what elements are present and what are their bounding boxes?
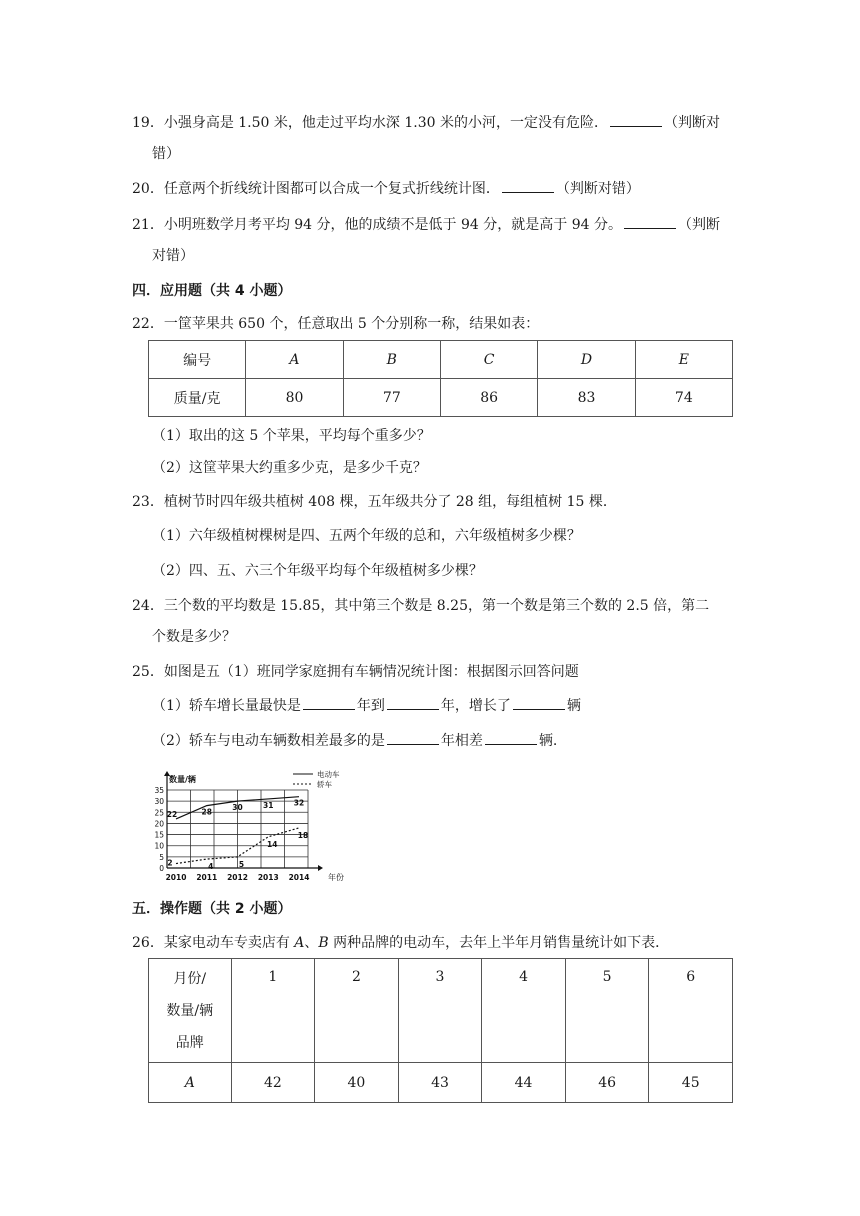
question-text: 小强身高是 1.50 米，他走过平均水深 1.30 米的小河，一定没有危险． <box>163 115 608 131</box>
question-number: 25． <box>132 664 164 680</box>
question-21-cont: 对错） <box>152 248 194 264</box>
y-tick-label: 15 <box>154 830 164 840</box>
table-header-cell: 3 <box>398 959 482 1063</box>
question-23 <box>132 492 617 512</box>
table-cell: 86 <box>440 379 537 417</box>
question-number: 21． <box>132 217 164 233</box>
question-26 <box>132 933 669 953</box>
x-tick-label: 2012 <box>227 873 248 882</box>
sub-text: 辆. <box>538 733 558 749</box>
table-cell: 77 <box>343 379 440 417</box>
question-24 <box>132 596 709 616</box>
table-row-label: A <box>149 1063 232 1103</box>
sub-text: 年，增长了 <box>440 698 511 714</box>
question-text: 两种品牌的电动车，去年上半年月销售量统计如下表． <box>328 935 670 951</box>
answer-blank[interactable] <box>624 214 676 229</box>
table-cell: 40 <box>315 1063 399 1103</box>
question-text: 植树节时四年级共植树 408 棵，五年级共分了 28 组，每组植树 15 棵． <box>163 494 617 510</box>
y-tick-label: 30 <box>154 797 164 807</box>
question-text: 一筐苹果共 650 个，任意取出 5 个分别称一称，结果如表： <box>163 316 540 332</box>
question-tail: （判断对错） <box>555 181 640 197</box>
table-header-cell: A <box>246 341 343 379</box>
table-cell: 80 <box>246 379 343 417</box>
data-label: 30 <box>232 803 243 813</box>
question-tail: （判断 <box>677 217 720 233</box>
table-cell: 46 <box>565 1063 649 1103</box>
sub-text: 辆 <box>566 698 581 714</box>
answer-blank[interactable] <box>387 730 439 745</box>
table-cell: 83 <box>538 379 635 417</box>
brand-label: B <box>318 935 329 951</box>
question-tail: （判断对 <box>663 115 720 131</box>
question-19-cont: 错） <box>152 146 180 162</box>
x-tick-label: 2014 <box>288 873 310 882</box>
data-label: 22 <box>166 809 178 819</box>
corner-label: 数量/辆 <box>166 1002 214 1019</box>
question-23-sub2: （2）四、五、六三个年级平均每个年级植树多少棵？ <box>152 563 483 579</box>
table-header-cell: D <box>538 341 635 379</box>
question-text: 某家电动车专卖店有 <box>163 935 295 951</box>
answer-blank[interactable] <box>513 695 565 710</box>
question-text: 三个数的平均数是 15.85，其中第三个数是 8.25，第一个数是第三个数的 2.5 倍，第二 <box>163 598 710 614</box>
data-label: 4 <box>208 862 214 872</box>
apple-weight-table <box>148 340 733 417</box>
table-corner <box>149 959 232 1063</box>
question-25-sub2 <box>152 730 557 751</box>
question-25-sub1 <box>152 695 581 716</box>
answer-blank[interactable] <box>610 112 662 127</box>
vehicle-line-chart <box>145 768 365 886</box>
data-label: 31 <box>263 800 274 810</box>
table-cell: 45 <box>649 1063 733 1103</box>
sub-text: （1）轿车增长量最快是 <box>152 698 301 714</box>
question-22-sub2: （2）这筐苹果大约重多少克，是多少千克？ <box>152 460 427 476</box>
legend-label: 轿车 <box>317 780 332 789</box>
question-21 <box>132 214 720 235</box>
question-24-cont: 个数是多少？ <box>152 629 236 645</box>
brand-label: A <box>294 935 305 951</box>
data-label: 18 <box>297 830 309 840</box>
question-text: 小明班数学月考平均 94 分，他的成绩不是低于 94 分，就是高于 94 分。 <box>163 217 622 233</box>
question-20 <box>132 178 640 199</box>
table-header-cell: 1 <box>231 959 315 1063</box>
question-22 <box>132 314 539 334</box>
y-tick-label: 5 <box>159 852 164 862</box>
table-header-cell: C <box>440 341 537 379</box>
y-tick-label: 25 <box>154 808 164 818</box>
data-label: 32 <box>293 798 305 808</box>
section-heading-5: 五．操作题（共 2 小题） <box>132 901 292 917</box>
question-number: 23． <box>132 494 164 510</box>
y-tick-label: 20 <box>154 819 164 829</box>
sales-table <box>148 958 733 1103</box>
question-number: 20． <box>132 181 164 197</box>
table-cell: 74 <box>635 379 732 417</box>
table-header-cell: B <box>343 341 440 379</box>
data-label: 28 <box>201 807 212 817</box>
question-number: 26． <box>132 935 164 951</box>
question-number: 22． <box>132 316 164 332</box>
question-number: 24． <box>132 598 164 614</box>
answer-blank[interactable] <box>303 695 355 710</box>
table-header-cell: 5 <box>565 959 649 1063</box>
x-tick-label: 2010 <box>165 873 187 882</box>
x-axis-arrow <box>318 865 323 871</box>
table-header-cell: 4 <box>482 959 566 1063</box>
table-header-label: 编号 <box>149 341 246 379</box>
data-label: 14 <box>267 839 278 849</box>
question-text: 任意两个折线统计图都可以合成一个复式折线统计图． <box>163 181 500 197</box>
legend-label: 电动车 <box>317 770 340 779</box>
x-tick-label: 2013 <box>257 873 279 882</box>
question-text: 、 <box>304 935 319 951</box>
table-cell: 42 <box>231 1063 315 1103</box>
y-axis-title: 数量/辆 <box>169 775 196 784</box>
table-header-cell: 6 <box>649 959 733 1063</box>
x-axis-title: 年份 <box>328 873 344 882</box>
question-19 <box>132 112 720 133</box>
answer-blank[interactable] <box>502 178 554 193</box>
question-text: 如图是五（1）班同学家庭拥有车辆情况统计图：根据图示回答问题 <box>163 664 579 680</box>
table-row-label: 质量/克 <box>149 379 246 417</box>
section-heading-4: 四．应用题（共 4 小题） <box>132 283 292 299</box>
corner-label: 月份/ <box>173 970 207 987</box>
sub-text: 年到 <box>356 698 385 714</box>
table-cell: 44 <box>482 1063 566 1103</box>
sub-text: 年相差 <box>440 733 483 749</box>
question-number: 19． <box>132 115 164 131</box>
data-label: 5 <box>238 859 245 869</box>
table-cell: 43 <box>398 1063 482 1103</box>
x-tick-label: 2011 <box>196 873 218 882</box>
answer-blank[interactable] <box>485 730 537 745</box>
question-22-sub1: （1）取出的这 5 个苹果，平均每个重多少？ <box>152 428 431 444</box>
table-header-cell: E <box>635 341 732 379</box>
y-tick-label: 35 <box>154 786 164 795</box>
sub-text: （2）轿车与电动车辆数相差最多的是 <box>152 733 385 749</box>
answer-blank[interactable] <box>387 695 439 710</box>
question-23-sub1: （1）六年级植树棵树是四、五两个年级的总和，六年级植树多少棵？ <box>152 528 581 544</box>
corner-label: 品牌 <box>175 1034 204 1051</box>
y-tick-label: 10 <box>154 841 164 851</box>
question-25 <box>132 662 579 682</box>
data-label: 2 <box>167 858 173 868</box>
y-tick-label: 0 <box>159 864 164 873</box>
table-header-cell: 2 <box>315 959 399 1063</box>
